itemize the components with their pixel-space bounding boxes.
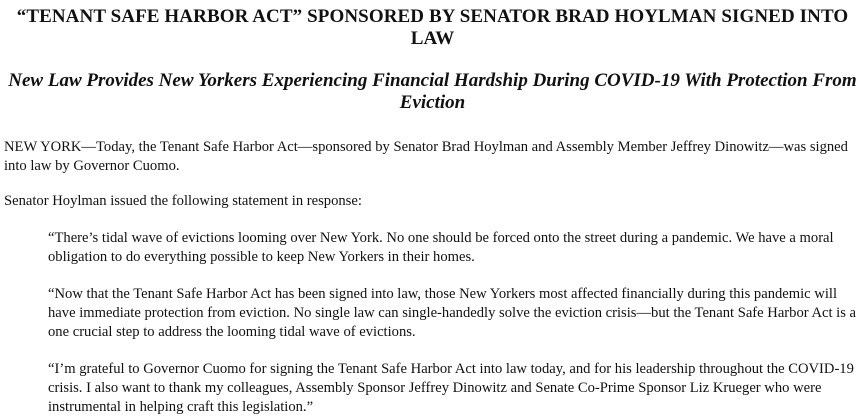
quote-paragraph-3: “I’m grateful to Governor Cuomo for signing the Tenant Safe Harbor Act into law today, and for his leadership throughout the COVID-19 crisis. I also want to thank my colleagues, Assembly Sponsor Jeffrey Dinowitz and Senate Co-Prime Sponsor Liz Krueger who were instrumental in helping craft this legislation.”	[48, 360, 854, 415]
statement-intro-paragraph: Senator Hoylman issued the following statement in response:	[4, 193, 362, 209]
quote-paragraph-2: “Now that the Tenant Safe Harbor Act has been signed into law, those New Yorkers most affected financially during this pandemic will have immediate protection from eviction. No single law can single-handedly solve the eviction crisis—but the Tenant Safe Harbor Act is a one crucial step to address the looming tidal wave of evictions.	[48, 285, 857, 340]
quote-paragraph-1: “There’s tidal wave of evictions looming over New York. No one should be forced onto the street during a pandemic. We have a moral obligation to do everything possible to keep New Yorkers in their homes.	[48, 229, 834, 265]
intro-paragraph: NEW YORK—Today, the Tenant Safe Harbor Act—sponsored by Senator Brad Hoylman and Assembly Member Jeffrey Dinowitz—was signed into law by Governor Cuomo.	[4, 139, 848, 174]
page-title: “TENANT SAFE HARBOR ACT” SPONSORED BY SENATOR BRAD HOYLMAN SIGNED INTO LAW	[16, 6, 849, 49]
subtitle: New Law Provides New Yorkers Experiencing Financial Hardship During COVID-19 With Protection From Eviction	[8, 70, 857, 113]
